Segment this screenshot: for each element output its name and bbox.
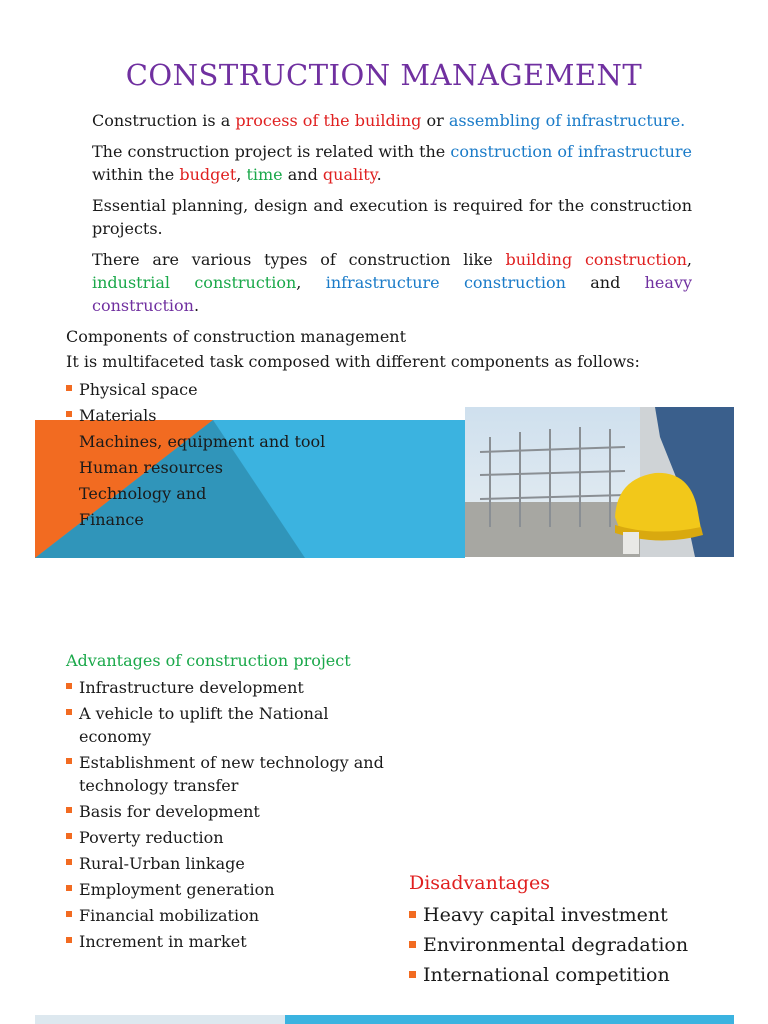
highlight-industrial-construction: industrial construction xyxy=(92,273,297,292)
list-item-label: Establishment of new technology and technology transfer xyxy=(79,753,384,795)
text-run: within the xyxy=(92,165,180,184)
highlight-building-construction: building construction xyxy=(505,250,687,269)
bullet-icon xyxy=(409,911,416,918)
list-item-label: Poverty reduction xyxy=(79,828,224,847)
disadvantages-list xyxy=(409,900,688,990)
highlight-budget: budget xyxy=(179,165,237,184)
list-item-label: Machines, equipment and tool xyxy=(79,432,326,451)
bullet-icon xyxy=(409,941,416,948)
advantages-list xyxy=(66,676,396,956)
components-intro: It is multifaceted task composed with different components as follows: xyxy=(66,352,640,371)
list-item xyxy=(409,900,688,930)
list-item xyxy=(409,960,688,990)
list-item xyxy=(409,930,688,960)
list-item-label: Heavy capital investment xyxy=(423,904,668,926)
text-run: There are various types of construction like xyxy=(92,250,506,269)
highlight-assembling: assembling of infrastructure. xyxy=(448,111,686,130)
text-run: The construction project is related with the xyxy=(92,142,451,161)
bullet-icon xyxy=(66,833,72,839)
list-item xyxy=(66,702,396,748)
text-run: and xyxy=(565,273,645,292)
list-item xyxy=(66,751,396,797)
list-item-label: Human resources xyxy=(79,458,223,477)
list-item-label: International competition xyxy=(423,964,670,986)
page-title: CONSTRUCTION MANAGEMENT xyxy=(125,58,643,92)
footer-band xyxy=(35,1015,734,1024)
list-item xyxy=(66,904,396,927)
list-item xyxy=(66,404,325,430)
list-item-label: Financial mobilization xyxy=(79,906,260,925)
intro-paragraph-2 xyxy=(92,140,692,186)
bullet-icon xyxy=(66,859,72,865)
intro-paragraph-1 xyxy=(92,109,692,132)
list-item xyxy=(66,826,396,849)
list-item-label: Rural-Urban linkage xyxy=(79,854,245,873)
bullet-icon xyxy=(66,411,72,417)
highlight-process: process of the building xyxy=(235,111,422,130)
list-item xyxy=(66,482,325,508)
text-run: . xyxy=(376,165,382,184)
list-item-label: Finance xyxy=(79,510,144,529)
bullet-icon xyxy=(66,807,72,813)
bullet-icon xyxy=(66,683,72,689)
bullet-icon xyxy=(66,937,72,943)
list-item xyxy=(66,878,396,901)
construction-worker-photo xyxy=(465,407,734,557)
text-run: , xyxy=(236,165,247,184)
highlight-time: time xyxy=(246,165,283,184)
intro-paragraph-3: Essential planning, design and execution is required for the construction projects. xyxy=(92,196,692,238)
text-run: or xyxy=(421,111,449,130)
bullet-icon xyxy=(66,385,72,391)
components-heading: Components of construction management xyxy=(66,327,407,346)
highlight-infrastructure-construction: infrastructure construction xyxy=(325,273,566,292)
disadvantages-heading: Disadvantages xyxy=(409,872,550,894)
list-item xyxy=(66,378,325,404)
bullet-icon xyxy=(66,758,72,764)
list-item-label: Technology and xyxy=(79,484,207,503)
bullet-icon xyxy=(409,971,416,978)
list-item xyxy=(66,508,325,534)
list-item-label: Environmental degradation xyxy=(423,934,689,956)
list-item-label: Employment generation xyxy=(79,880,275,899)
text-run: Construction is a xyxy=(92,111,236,130)
intro-paragraph-4 xyxy=(92,248,692,317)
text-run: . xyxy=(193,296,200,315)
list-item-label: Basis for development xyxy=(79,802,260,821)
list-item xyxy=(66,930,396,953)
list-item-label: Physical space xyxy=(79,380,198,399)
bullet-icon xyxy=(66,709,72,715)
highlight-construction-of-infrastructure: construction of infrastructure xyxy=(450,142,692,161)
list-item-label: Materials xyxy=(79,406,157,425)
list-item xyxy=(66,430,325,456)
highlight-heavy-construction: heavy construction xyxy=(92,273,693,315)
bullet-icon xyxy=(66,885,72,891)
text-run: , xyxy=(296,273,326,292)
bullet-icon xyxy=(66,911,72,917)
list-item-label: A vehicle to uplift the National economy xyxy=(79,704,329,746)
components-list xyxy=(66,378,325,534)
text-run: , xyxy=(686,250,693,269)
list-item xyxy=(66,676,396,699)
list-item-label: Infrastructure development xyxy=(79,678,304,697)
advantages-heading: Advantages of construction project xyxy=(66,651,351,670)
list-item xyxy=(66,456,325,482)
footer-band-light xyxy=(35,1015,285,1024)
list-item xyxy=(66,852,396,875)
text-run: and xyxy=(282,165,323,184)
highlight-quality: quality xyxy=(322,165,377,184)
list-item-label: Increment in market xyxy=(79,932,247,951)
list-item xyxy=(66,800,396,823)
